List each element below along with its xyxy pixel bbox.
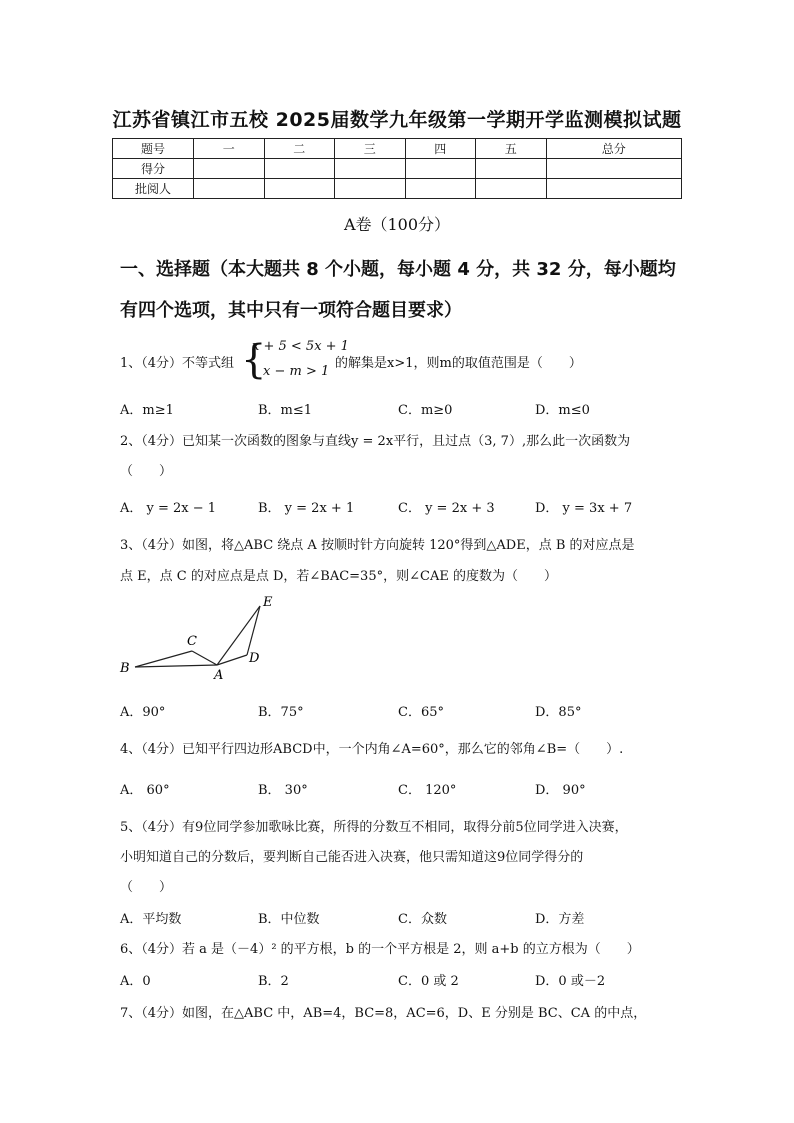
label-c: C: [187, 634, 197, 649]
q1-option-b[interactable]: B．m≤1: [258, 403, 313, 418]
q6-option-a[interactable]: A．0: [120, 974, 151, 989]
segment-bc: [135, 651, 192, 667]
q2-stem-line2: （ ）: [120, 464, 173, 479]
q2-option-d[interactable]: D． y = 3x + 7: [535, 501, 633, 516]
q5-option-c[interactable]: C．众数: [398, 912, 447, 927]
q5-option-b[interactable]: B．中位数: [258, 912, 320, 927]
score-cell[interactable]: [546, 159, 682, 179]
q2-option-b[interactable]: B． y = 2x + 1: [258, 501, 355, 516]
q2-stem-line1: 2、（4分）已知某一次函数的图象与直线y = 2x平行，且过点（3, 7）,那么此一次函数为: [120, 434, 631, 449]
page-title: 江苏省镇江市五校 2025届数学九年级第一学期开学监测模拟试题: [112, 109, 682, 131]
grader-cell[interactable]: [264, 179, 335, 199]
table-header-cell: 总分: [546, 139, 682, 159]
grader-cell[interactable]: [405, 179, 476, 199]
q1-inequality-2: x − m > 1: [263, 364, 330, 379]
segment-ad: [217, 655, 247, 665]
q1-option-c[interactable]: C．m≥0: [398, 403, 453, 418]
q1-prefix: 1、（4分）不等式组: [120, 356, 235, 371]
grader-cell[interactable]: [335, 179, 406, 199]
table-header-cell: 三: [335, 139, 406, 159]
score-cell[interactable]: [476, 159, 547, 179]
score-cell[interactable]: [405, 159, 476, 179]
q5-option-d[interactable]: D．方差: [535, 912, 585, 927]
q1-suffix: 的解集是x>1，则m的取值范围是（ ）: [335, 356, 582, 371]
score-cell[interactable]: [194, 159, 265, 179]
q2-option-a[interactable]: A． y = 2x − 1: [120, 501, 217, 516]
score-table-row: [113, 179, 682, 199]
table-header-cell: 二: [264, 139, 335, 159]
grader-cell[interactable]: [546, 179, 682, 199]
grader-cell[interactable]: [194, 179, 265, 199]
table-row-label: 得分: [113, 159, 194, 179]
q3-option-c[interactable]: C．65°: [398, 705, 444, 720]
q5-stem-line1: 5、（4分）有9位同学参加歌咏比赛，所得的分数互不相同，取得分前5位同学进入决赛，: [120, 820, 628, 835]
q3-stem-line1: 3、（4分）如图，将△ABC 绕点 A 按顺时针方向旋转 120°得到△ADE，点 B 的对应点是: [120, 538, 635, 553]
q1-inequality-1: x + 5 < 5x + 1: [252, 339, 349, 354]
score-table-row: [113, 159, 682, 179]
section-heading-line2: 有四个选项，其中只有一项符合题目要求）: [120, 300, 462, 321]
brace-glyph: {: [241, 337, 267, 383]
label-d: D: [249, 651, 260, 666]
q5-stem-line3: （ ）: [120, 880, 173, 895]
score-cell[interactable]: [264, 159, 335, 179]
q3-stem-line2: 点 E，点 C 的对应点是点 D，若∠BAC=35°，则∠CAE 的度数为（ ）: [120, 569, 557, 584]
segment-ba: [135, 665, 217, 667]
q4-stem: 4、（4分）已知平行四边形ABCD中，一个内角∠A=60°，那么它的邻角∠B=（ ）.: [120, 742, 624, 757]
q6-option-c[interactable]: C．0 或 2: [398, 974, 459, 989]
table-row-label: 批阅人: [113, 179, 194, 199]
segment-ed: [247, 606, 260, 655]
q5-option-a[interactable]: A．平均数: [120, 912, 182, 927]
q4-option-d[interactable]: D． 90°: [535, 783, 586, 798]
label-b: B: [120, 661, 130, 676]
q4-option-a[interactable]: A． 60°: [120, 783, 170, 798]
q3-option-a[interactable]: A．90°: [120, 705, 166, 720]
q4-option-b[interactable]: B． 30°: [258, 783, 308, 798]
q2-option-c[interactable]: C． y = 2x + 3: [398, 501, 495, 516]
label-e: E: [263, 595, 273, 610]
q3-option-b[interactable]: B．75°: [258, 705, 304, 720]
q3-option-d[interactable]: D．85°: [535, 705, 582, 720]
q6-stem: 6、（4分）若 a 是（－4）² 的平方根，b 的一个平方根是 2，则 a+b 的立方根为（ ）: [120, 942, 640, 957]
q1-option-a[interactable]: A．m≥1: [120, 403, 174, 418]
q1-option-d[interactable]: D．m≤0: [535, 403, 590, 418]
table-header-cell: 四: [405, 139, 476, 159]
q6-option-b[interactable]: B．2: [258, 974, 289, 989]
score-cell[interactable]: [335, 159, 406, 179]
segment-ca: [192, 651, 217, 665]
section-subtitle: A卷（100分）: [343, 215, 451, 234]
section-heading-line1: 一、选择题（本大题共 8 个小题，每小题 4 分，共 32 分，每小题均: [120, 259, 676, 280]
q6-option-d[interactable]: D．0 或－2: [535, 974, 606, 989]
q7-stem: 7、（4分）如图，在△ABC 中，AB=4，BC=8，AC=6，D、E 分别是 BC、CA 的中点，: [120, 1006, 647, 1021]
q4-option-c[interactable]: C． 120°: [398, 783, 457, 798]
table-header-cell: 一: [194, 139, 265, 159]
label-a: A: [214, 668, 224, 683]
grader-cell[interactable]: [476, 179, 547, 199]
rotation-figure: [115, 592, 295, 684]
score-table-header-row: [113, 139, 682, 159]
score-table: [112, 138, 682, 199]
table-header-cell: 五: [476, 139, 547, 159]
q5-stem-line2: 小明知道自己的分数后，要判断自己能否进入决赛，他只需知道这9位同学得分的: [120, 850, 584, 865]
table-header-cell: 题号: [113, 139, 194, 159]
